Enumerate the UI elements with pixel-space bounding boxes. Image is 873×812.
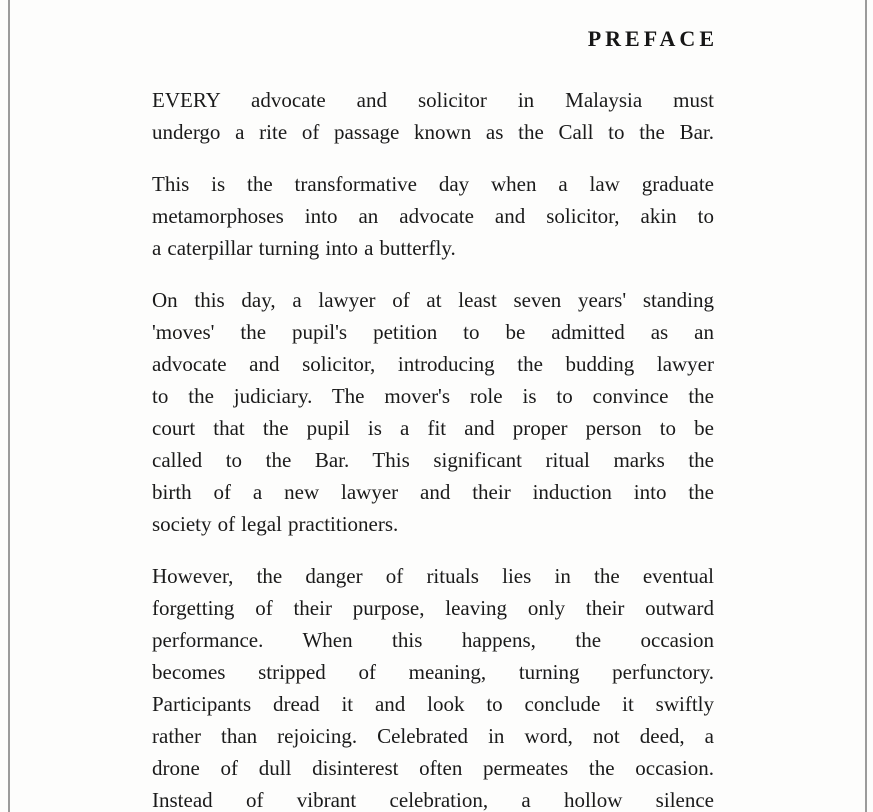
paragraph [152, 84, 714, 148]
text-line: 'moves' the pupil's petition to be admitted as an [152, 320, 714, 344]
text-line: society of legal practitioners. [152, 512, 399, 536]
preface-body [152, 84, 714, 812]
text-line: performance. When this happens, the occasion [152, 628, 714, 652]
text-line: undergo a rite of passage known as the Call to the Bar. [152, 120, 714, 144]
text-line: On this day, a lawyer of at least seven years' standing [152, 288, 714, 312]
page-scan-left-edge [8, 0, 10, 812]
text-line: court that the pupil is a fit and proper person to be [152, 416, 714, 440]
text-line: to the judiciary. The mover's role is to convince the [152, 384, 714, 408]
paragraph [152, 284, 714, 540]
page-content [152, 0, 718, 812]
text-line: drone of dull disinterest often permeates the occasion. [152, 756, 714, 780]
page-scan-right-edge [865, 0, 867, 812]
paragraph [152, 168, 714, 264]
text-line: becomes stripped of meaning, turning perfunctory. [152, 660, 714, 684]
text-line: Instead of vibrant celebration, a hollow silence [152, 788, 714, 812]
text-line: forgetting of their purpose, leaving only their outward [152, 596, 714, 620]
text-line: This is the transformative day when a law graduate [152, 172, 714, 196]
text-line: Participants dread it and look to conclude it swiftly [152, 692, 714, 716]
chapter-heading: PREFACE [587, 26, 718, 51]
text-line: EVERY advocate and solicitor in Malaysia must [152, 88, 714, 112]
text-line: birth of a new lawyer and their induction into the [152, 480, 714, 504]
text-line: rather than rejoicing. Celebrated in word, not deed, a [152, 724, 714, 748]
paragraph [152, 560, 714, 812]
text-line: advocate and solicitor, introducing the budding lawyer [152, 352, 714, 376]
text-line: However, the danger of rituals lies in the eventual [152, 564, 714, 588]
text-line: metamorphoses into an advocate and solicitor, akin to [152, 204, 714, 228]
text-line: called to the Bar. This significant ritual marks the [152, 448, 714, 472]
text-line: a caterpillar turning into a butterfly. [152, 236, 456, 260]
